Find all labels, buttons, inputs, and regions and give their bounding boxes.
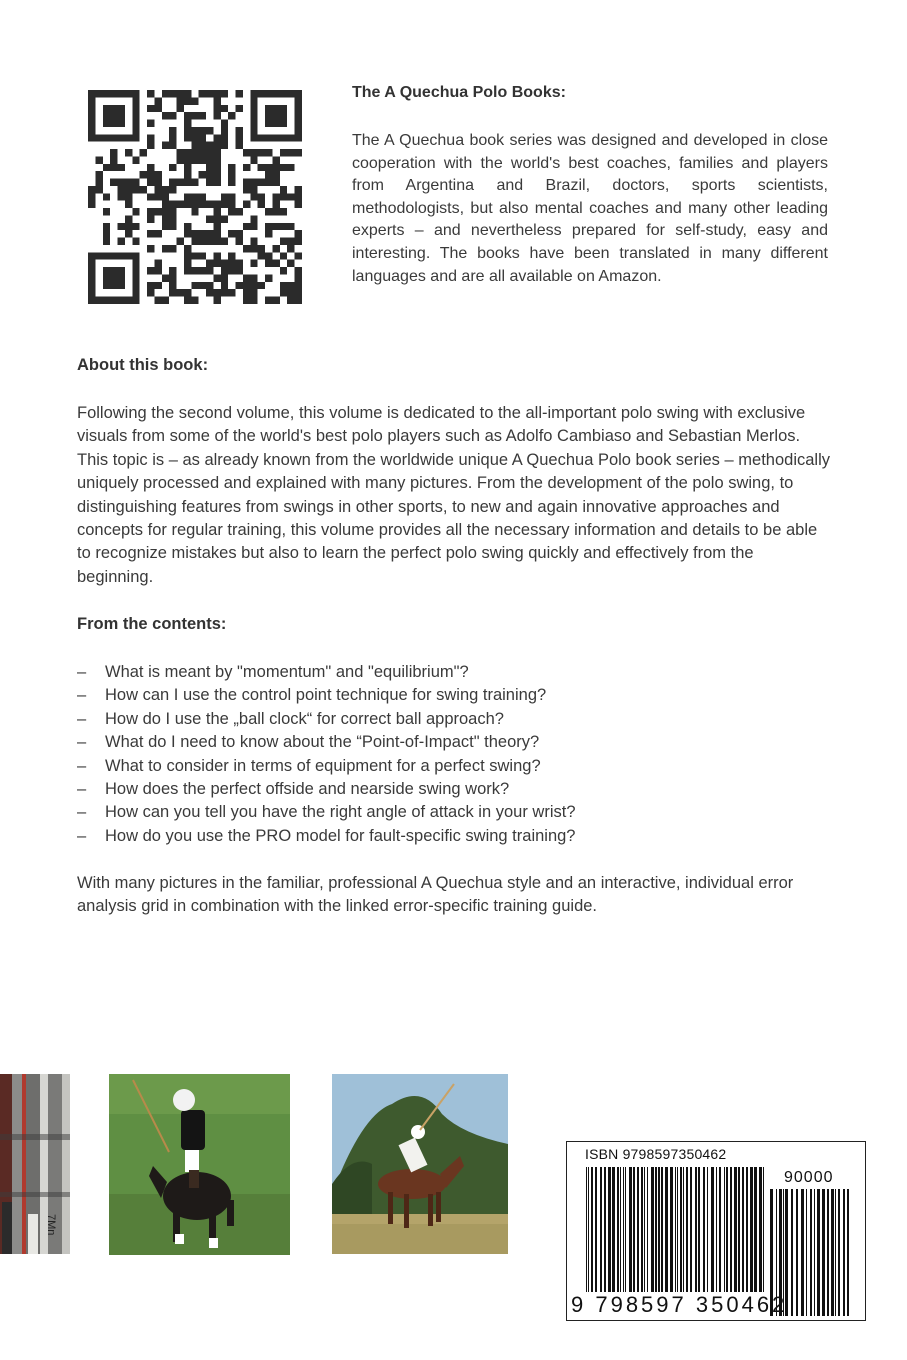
qr-code bbox=[88, 90, 302, 304]
barcode-icon bbox=[586, 1167, 766, 1292]
list-item bbox=[77, 731, 576, 754]
bullet-dash: – bbox=[77, 780, 87, 799]
polo-mallets-photo bbox=[0, 1074, 70, 1254]
list-item bbox=[77, 825, 576, 848]
bullet-dash: – bbox=[77, 709, 87, 728]
polo-player-swing-photo bbox=[332, 1074, 508, 1254]
contents-heading: From the contents: bbox=[77, 615, 227, 633]
list-item-text: How does the perfect offside and nearside swing work? bbox=[105, 780, 510, 799]
isbn-digits: 9 798597 350462 bbox=[571, 1292, 788, 1317]
bullet-dash: – bbox=[77, 733, 87, 752]
bullet-dash: – bbox=[77, 826, 87, 845]
bullet-dash: – bbox=[77, 663, 87, 681]
list-item bbox=[77, 708, 576, 731]
list-item-text: What is meant by "momentum" and "equilibrium"? bbox=[105, 663, 469, 681]
list-item bbox=[77, 661, 576, 684]
bullet-dash: – bbox=[77, 756, 87, 775]
polo-player-on-horse-photo bbox=[109, 1074, 290, 1255]
qr-code-icon bbox=[88, 90, 302, 304]
contents-list bbox=[77, 661, 576, 848]
list-item-text: What to consider in terms of equipment for a perfect swing? bbox=[105, 756, 541, 775]
about-heading: About this book: bbox=[77, 356, 209, 374]
about-description: Following the second volume, this volume is dedicated to the all-important polo swing with exclusive visuals from some of the world's best polo players such as Adolfo Cambiaso and Sebastian Merlos. This topic is – as already known from the worldwide unique A Quechua Polo book series – methodically uniquely processed and explained with many pictures. From the development of the polo swing, to distinguishing features from swings in other sports, to new and again innovative approaches and concepts for regular training, this volume provides all the necessary information and details to be able to recognize mistakes but also to learn the perfect polo swing quickly and effectively from the beginning. bbox=[77, 404, 830, 586]
bullet-dash: – bbox=[77, 803, 87, 822]
barcode-bars bbox=[586, 1167, 766, 1292]
closing-paragraph: With many pictures in the familiar, professional A Quechua style and an interactive, individual error analysis grid in combination with the linked error-specific training guide. bbox=[77, 874, 794, 916]
list-item bbox=[77, 684, 576, 707]
list-item bbox=[77, 778, 576, 801]
list-item bbox=[77, 755, 576, 778]
series-heading: The A Quechua Polo Books: bbox=[352, 84, 566, 101]
list-item-text: How do I use the „ball clock“ for correct ball approach? bbox=[105, 709, 504, 728]
series-description: The A Quechua book series was designed and developed in close cooperation with the world's best coaches, families and players from Argentina and Brazil, doctors, sports scientists, methodologists, but also mental coaches and many other leading experts – and nevertheless prepared for self-study, easy and interesting. The books have been translated in many different languages and are all available on Amazon. bbox=[352, 132, 828, 285]
list-item-text: What do I need to know about the “Point-of-Impact" theory? bbox=[105, 733, 540, 752]
price-code: 90000 bbox=[784, 1169, 834, 1186]
list-item bbox=[77, 801, 576, 824]
isbn-barcode bbox=[566, 1141, 866, 1321]
list-item-text: How can I use the control point technique for swing training? bbox=[105, 686, 547, 705]
bullet-dash: – bbox=[77, 686, 87, 705]
list-item-text: How do you use the PRO model for fault-specific swing training? bbox=[105, 826, 576, 845]
list-item-text: How can you tell you have the right angle of attack in your wrist? bbox=[105, 803, 576, 822]
isbn-label: ISBN 9798597350462 bbox=[585, 1146, 727, 1162]
photo-mallet-label: 7Mn bbox=[45, 1214, 57, 1236]
